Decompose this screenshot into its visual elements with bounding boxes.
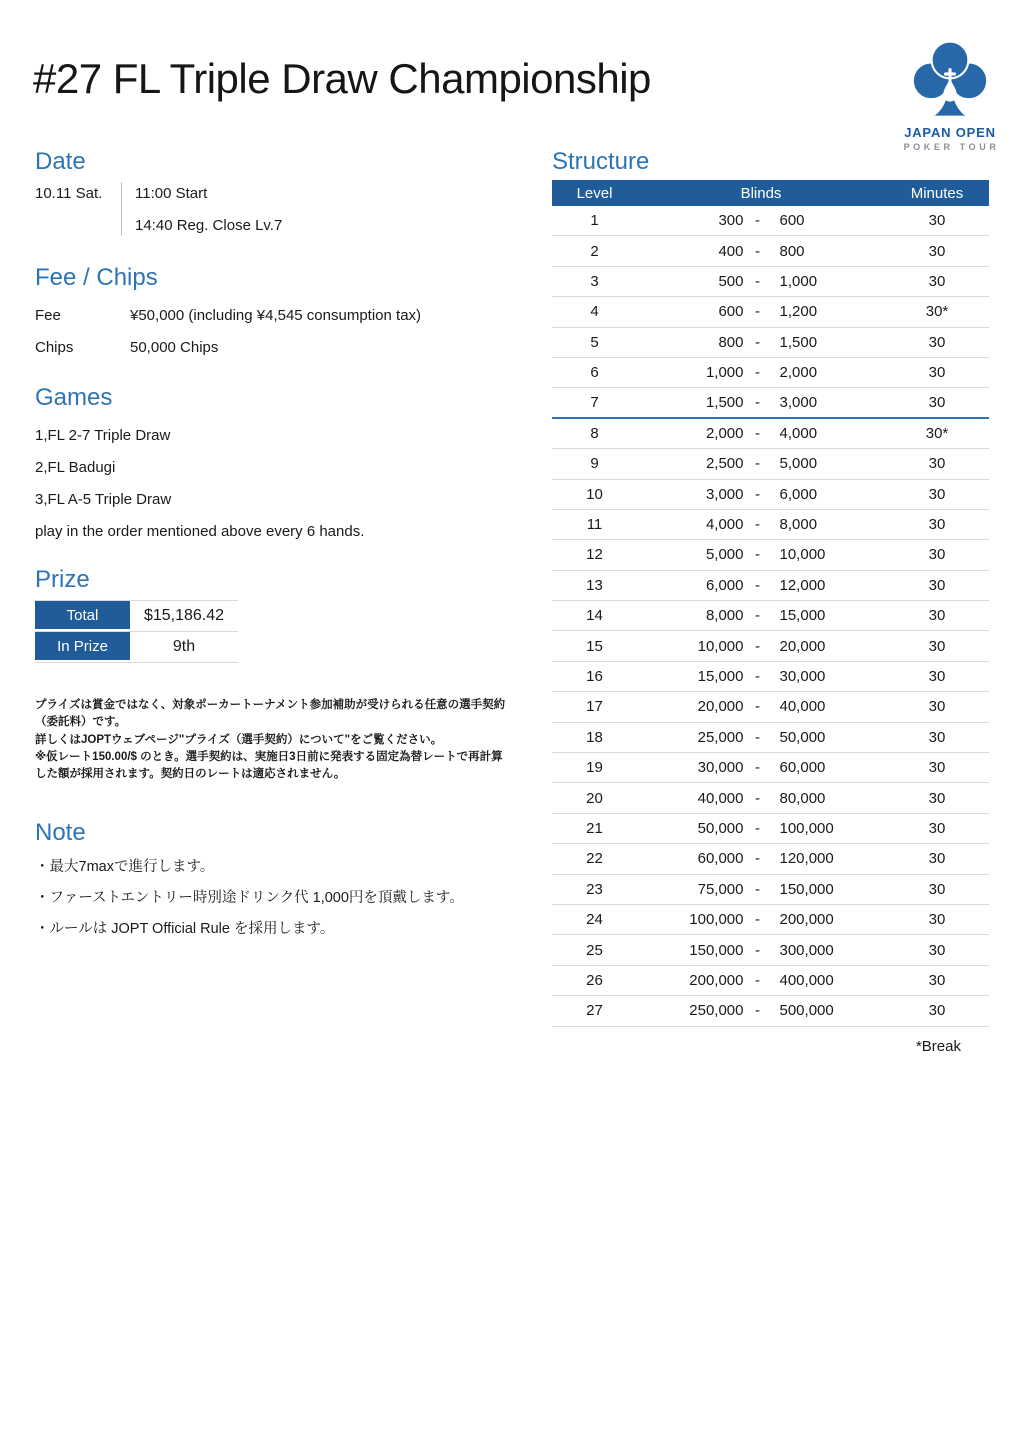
minutes-cell: 30 <box>928 637 946 655</box>
prize-total-row <box>35 601 238 632</box>
small-blind: 1,500 <box>705 394 744 412</box>
left-column <box>35 148 507 940</box>
blinds-dash: - <box>755 364 760 382</box>
small-blind: 10,000 <box>697 637 744 655</box>
small-blind: 30,000 <box>697 759 744 777</box>
minutes-cell: 30 <box>928 971 946 989</box>
level-cell: 15 <box>586 637 603 655</box>
blinds-cell <box>637 212 885 229</box>
blinds-cell <box>637 394 885 411</box>
minutes-cell: 30 <box>928 333 946 351</box>
small-blind: 600 <box>718 303 744 321</box>
note-item-1: ・最大7maxで進行します。 <box>35 859 215 876</box>
blinds-dash: - <box>755 880 760 898</box>
level-cell: 22 <box>586 850 603 868</box>
level-cell: 20 <box>586 789 603 807</box>
structure-row-level-1 <box>552 206 989 236</box>
structure-column <box>552 148 989 1055</box>
structure-row-level-19 <box>552 753 989 783</box>
big-blind: 40,000 <box>779 698 826 716</box>
big-blind: 10,000 <box>779 546 826 564</box>
note-item-3: ・ルールは JOPT Official Rule を採用します。 <box>35 921 335 938</box>
level-cell: 10 <box>586 485 603 503</box>
blinds-dash: - <box>755 576 760 594</box>
level-cell: 25 <box>586 941 603 959</box>
big-blind: 8,000 <box>779 516 818 534</box>
small-blind: 250,000 <box>689 1002 744 1020</box>
minutes-cell: 30 <box>928 728 946 746</box>
level-cell: 5 <box>590 333 599 351</box>
structure-row-level-9 <box>552 449 989 479</box>
level-cell: 1 <box>590 212 599 230</box>
big-blind: 150,000 <box>779 880 834 898</box>
note-item-2: ・ファーストエントリー時別途ドリンク代 1,000円を頂戴します。 <box>35 890 464 907</box>
structure-row-level-6 <box>552 358 989 388</box>
structure-row-level-5 <box>552 328 989 358</box>
minutes-cell: 30 <box>928 698 946 716</box>
chips-row <box>35 339 507 356</box>
minutes-cell: 30 <box>928 789 946 807</box>
blinds-dash: - <box>755 607 760 625</box>
blinds-cell <box>637 881 885 898</box>
logo-text-primary: JAPAN OPEN <box>904 125 996 140</box>
small-blind: 150,000 <box>689 941 744 959</box>
note-heading: Note <box>35 819 86 847</box>
big-blind: 200,000 <box>779 911 834 929</box>
big-blind: 100,000 <box>779 820 834 837</box>
level-cell: 19 <box>586 759 603 777</box>
minutes-cell: 30 <box>928 394 946 412</box>
blinds-dash: - <box>755 698 760 716</box>
big-blind: 12,000 <box>779 576 826 594</box>
structure-row-level-13 <box>552 571 989 601</box>
small-blind: 20,000 <box>697 698 744 716</box>
level-cell: 16 <box>586 668 603 686</box>
big-blind: 20,000 <box>779 637 826 655</box>
big-blind: 5,000 <box>779 455 818 473</box>
structure-row-level-14 <box>552 601 989 631</box>
big-blind: 500,000 <box>779 1002 834 1020</box>
blinds-cell <box>637 607 885 624</box>
games-heading: Games <box>35 384 113 411</box>
small-blind: 500 <box>718 272 744 290</box>
structure-row-level-20 <box>552 783 989 813</box>
disclaimer-paragraph-3: ※仮レート150.00/$ のとき。選手契約は、実施日3日前に発表する固定為替レートで再計算した額が採用されます。契約日のレートは適応されません。 <box>35 750 503 780</box>
small-blind: 800 <box>718 333 744 351</box>
level-cell: 2 <box>590 242 599 260</box>
level-cell: 24 <box>586 911 603 929</box>
blinds-cell <box>637 243 885 260</box>
small-blind: 3,000 <box>705 485 744 503</box>
start-time: 11:00 Start <box>135 185 208 202</box>
blinds-cell <box>637 729 885 746</box>
small-blind: 2,000 <box>705 424 744 442</box>
date-times <box>121 182 282 236</box>
fee-chips-section <box>35 264 507 356</box>
structure-row-level-23 <box>552 875 989 905</box>
structure-row-level-22 <box>552 844 989 874</box>
small-blind: 75,000 <box>697 880 744 898</box>
blinds-dash: - <box>755 941 760 959</box>
chips-label: Chips <box>35 339 74 356</box>
small-blind: 50,000 <box>697 820 744 837</box>
blinds-cell <box>637 577 885 594</box>
level-cell: 14 <box>586 607 603 625</box>
game-item-3: 3,FL A-5 Triple Draw <box>35 491 172 508</box>
blinds-dash: - <box>755 789 760 807</box>
minutes-cell: 30 <box>928 820 946 837</box>
minutes-cell: 30 <box>928 850 946 868</box>
blinds-cell <box>637 759 885 776</box>
structure-row-level-7 <box>552 388 989 418</box>
big-blind: 15,000 <box>779 607 826 625</box>
blinds-cell <box>637 334 885 351</box>
reg-close-time: 14:40 Reg. Close Lv.7 <box>135 217 283 234</box>
prize-table <box>35 600 238 663</box>
minutes-cell: 30 <box>928 941 946 959</box>
small-blind: 2,500 <box>705 455 744 473</box>
fee-value: ¥50,000 (including ¥4,545 consumption tax) <box>130 307 422 324</box>
blinds-cell <box>637 850 885 867</box>
prize-disclaimer <box>35 697 507 783</box>
games-section <box>35 384 507 540</box>
level-cell: 17 <box>586 698 603 716</box>
blinds-dash: - <box>755 333 760 351</box>
minutes-cell: 30* <box>925 303 949 321</box>
level-cell: 11 <box>586 516 603 534</box>
level-cell: 6 <box>590 364 599 382</box>
minutes-cell: 30 <box>928 516 946 534</box>
big-blind: 800 <box>779 242 805 260</box>
blinds-dash: - <box>755 394 760 412</box>
structure-row-level-26 <box>552 966 989 996</box>
big-blind: 1,500 <box>779 333 818 351</box>
date-heading: Date <box>35 148 86 175</box>
structure-row-level-27 <box>552 996 989 1026</box>
blinds-dash: - <box>755 546 760 564</box>
big-blind: 80,000 <box>779 789 826 807</box>
big-blind: 1,000 <box>779 272 818 290</box>
level-column-header: Level <box>576 184 613 202</box>
small-blind: 15,000 <box>697 668 744 686</box>
big-blind: 1,200 <box>779 303 818 321</box>
blinds-dash: - <box>755 820 760 837</box>
structure-row-level-2 <box>552 236 989 266</box>
minutes-cell: 30 <box>928 668 946 686</box>
small-blind: 300 <box>718 212 744 230</box>
blinds-cell <box>637 972 885 989</box>
blinds-dash: - <box>755 1002 760 1020</box>
structure-row-level-12 <box>552 540 989 570</box>
minutes-cell: 30 <box>928 607 946 625</box>
small-blind: 400 <box>718 242 744 260</box>
blinds-dash: - <box>755 668 760 686</box>
small-blind: 8,000 <box>705 607 744 625</box>
blinds-cell <box>637 303 885 320</box>
level-cell: 12 <box>586 546 603 564</box>
level-cell: 27 <box>586 1002 603 1020</box>
small-blind: 1,000 <box>705 364 744 382</box>
structure-row-level-4 <box>552 297 989 327</box>
games-order-note: play in the order mentioned above every 6 hands. <box>35 523 365 540</box>
prize-inprize-label: In Prize <box>35 632 130 662</box>
minutes-cell: 30 <box>928 759 946 777</box>
level-cell: 18 <box>586 728 603 746</box>
blinds-dash: - <box>755 516 760 534</box>
blinds-cell <box>637 273 885 290</box>
blinds-dash: - <box>755 212 760 230</box>
minutes-cell: 30 <box>928 576 946 594</box>
chips-value: 50,000 Chips <box>130 339 219 356</box>
blinds-dash: - <box>755 455 760 473</box>
small-blind: 5,000 <box>705 546 744 564</box>
prize-total-value: $15,186.42 <box>143 607 225 624</box>
blinds-cell <box>637 911 885 928</box>
level-cell: 21 <box>586 820 603 837</box>
big-blind: 50,000 <box>779 728 826 746</box>
minutes-cell: 30 <box>928 1002 946 1020</box>
big-blind: 2,000 <box>779 364 818 382</box>
jopt-logo <box>894 38 1006 152</box>
small-blind: 100,000 <box>689 911 744 929</box>
blinds-column-header: Blinds <box>740 184 782 202</box>
blinds-cell <box>637 425 885 442</box>
prize-heading: Prize <box>35 566 90 593</box>
blinds-dash: - <box>755 759 760 777</box>
structure-table <box>552 180 989 1027</box>
blinds-dash: - <box>755 272 760 290</box>
game-item-2: 2,FL Badugi <box>35 459 116 476</box>
structure-row-level-8 <box>552 419 989 449</box>
small-blind: 4,000 <box>705 516 744 534</box>
blinds-dash: - <box>755 971 760 989</box>
date-day: 10.11 Sat. <box>35 185 103 202</box>
structure-row-level-3 <box>552 267 989 297</box>
structure-row-level-21 <box>552 814 989 844</box>
minutes-cell: 30 <box>928 546 946 564</box>
small-blind: 40,000 <box>697 789 744 807</box>
big-blind: 600 <box>779 212 805 230</box>
date-block <box>35 182 507 236</box>
structure-row-level-25 <box>552 935 989 965</box>
minutes-cell: 30 <box>928 242 946 260</box>
minutes-cell: 30 <box>928 485 946 503</box>
blinds-cell <box>637 790 885 807</box>
level-cell: 23 <box>586 880 603 898</box>
level-cell: 13 <box>586 576 603 594</box>
prize-total-label: Total <box>35 601 130 631</box>
small-blind: 60,000 <box>697 850 744 868</box>
minutes-column-header: Minutes <box>910 184 964 202</box>
small-blind: 6,000 <box>705 576 744 594</box>
blinds-dash: - <box>755 728 760 746</box>
blinds-cell <box>637 486 885 503</box>
minutes-cell: 30 <box>928 455 946 473</box>
level-cell: 8 <box>590 424 599 442</box>
small-blind: 200,000 <box>689 971 744 989</box>
prize-inprize-value: 9th <box>172 638 196 655</box>
blinds-dash: - <box>755 424 760 442</box>
structure-row-level-17 <box>552 692 989 722</box>
structure-table-body <box>552 206 989 1027</box>
blinds-cell <box>637 546 885 563</box>
big-blind: 30,000 <box>779 668 826 686</box>
blinds-cell <box>637 942 885 959</box>
disclaimer-paragraph-2: 詳しくはJOPTウェブページ"プライズ（選手契約）について"をご覧ください。 <box>35 733 443 746</box>
level-cell: 9 <box>590 455 599 473</box>
blinds-cell <box>637 364 885 381</box>
big-blind: 3,000 <box>779 394 818 412</box>
blinds-dash: - <box>755 911 760 929</box>
structure-heading: Structure <box>552 148 650 175</box>
structure-row-level-18 <box>552 723 989 753</box>
minutes-cell: 30 <box>928 364 946 382</box>
blinds-dash: - <box>755 637 760 655</box>
note-section <box>35 819 507 940</box>
blinds-cell <box>637 1002 885 1019</box>
big-blind: 300,000 <box>779 941 834 959</box>
structure-row-level-16 <box>552 662 989 692</box>
page-title: #27 FL Triple Draw Championship <box>33 55 651 102</box>
big-blind: 400,000 <box>779 971 834 989</box>
prize-section <box>35 566 507 663</box>
structure-row-level-24 <box>552 905 989 935</box>
structure-table-header <box>552 180 989 206</box>
blinds-dash: - <box>755 303 760 321</box>
break-note: *Break <box>915 1037 961 1055</box>
big-blind: 4,000 <box>779 424 818 442</box>
blinds-cell <box>637 455 885 472</box>
blinds-cell <box>637 638 885 655</box>
logo-text-secondary: POKER TOUR <box>903 142 1000 152</box>
minutes-cell: 30 <box>928 880 946 898</box>
level-cell: 7 <box>590 394 599 412</box>
disclaimer-paragraph-1: プライズは賞金ではなく、対象ポーカートーナメント参加補助が受けられる任意の選手契約（委託料）です。 <box>35 699 506 729</box>
minutes-cell: 30 <box>928 272 946 290</box>
small-blind: 25,000 <box>697 728 744 746</box>
level-cell: 3 <box>590 272 599 290</box>
blinds-cell <box>637 668 885 685</box>
fee-label: Fee <box>35 307 61 324</box>
big-blind: 6,000 <box>779 485 818 503</box>
big-blind: 60,000 <box>779 759 826 777</box>
level-cell: 26 <box>586 971 603 989</box>
prize-inprize-row <box>35 632 238 663</box>
big-blind: 120,000 <box>779 850 834 868</box>
minutes-cell: 30* <box>925 424 949 442</box>
blinds-dash: - <box>755 850 760 868</box>
minutes-cell: 30 <box>928 911 946 929</box>
structure-row-level-10 <box>552 480 989 510</box>
fee-row <box>35 307 507 324</box>
structure-row-level-15 <box>552 631 989 661</box>
blinds-cell <box>637 820 885 837</box>
structure-row-level-11 <box>552 510 989 540</box>
game-item-1: 1,FL 2-7 Triple Draw <box>35 427 171 444</box>
blinds-dash: - <box>755 242 760 260</box>
blinds-cell <box>637 698 885 715</box>
fee-chips-heading: Fee / Chips <box>35 264 158 291</box>
minutes-cell: 30 <box>928 212 946 230</box>
club-waterdrop-icon <box>910 38 990 122</box>
level-cell: 4 <box>590 303 599 321</box>
blinds-dash: - <box>755 485 760 503</box>
blinds-cell <box>637 516 885 533</box>
